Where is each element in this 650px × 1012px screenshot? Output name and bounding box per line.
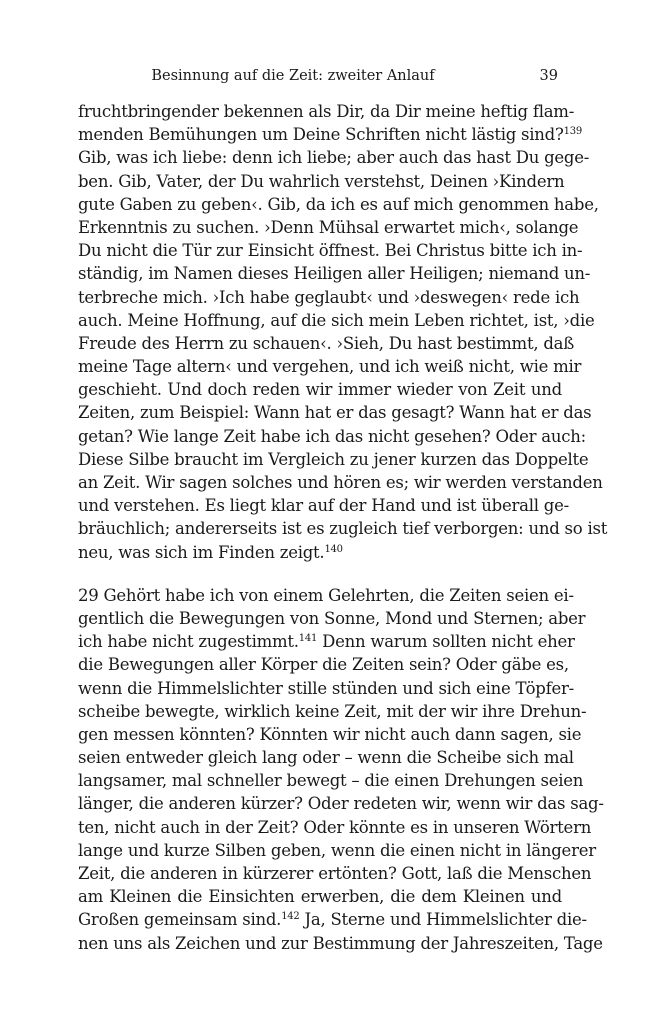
text-line <box>78 193 599 216</box>
running-title: Besinnung auf die Zeit: zweiter Anlauf <box>151 68 435 84</box>
text-line <box>78 448 589 471</box>
text-line <box>78 471 603 494</box>
line-text: ten, nicht auch in der Zeit? Oder könnte es in unseren Wörtern <box>78 817 592 837</box>
paragraph-1 <box>78 100 608 564</box>
line-text: Erkenntnis zu suchen. ›Denn Mühsal erwartet mich‹, solange <box>78 217 579 237</box>
line-text: länger, die anderen kürzer? Oder redeten wir, wenn wir das sag- <box>78 794 604 814</box>
line-text: geschieht. Und doch reden wir immer wieder von Zeit und <box>78 380 562 400</box>
line-text: ben. Gib, Vater, der Du wahrlich verstehst, Deinen ›Kindern <box>78 171 565 191</box>
line-text: neu, was sich im Finden zeigt. <box>78 542 325 562</box>
text-line <box>78 700 587 723</box>
text-line <box>78 425 586 448</box>
line-text-continued: Ja, Sterne und Himmelslichter die- <box>299 910 587 930</box>
text-line <box>78 355 582 378</box>
line-text: seien entweder gleich lang oder – wenn die Scheibe sich mal <box>78 748 574 768</box>
text-line <box>78 239 583 262</box>
body-text <box>78 100 608 955</box>
text-line <box>78 932 603 955</box>
text-line <box>78 100 575 123</box>
text-line <box>78 494 569 517</box>
line-text: terbreche mich. ›Ich habe geglaubt‹ und ›deswegen‹ rede ich <box>78 287 580 307</box>
text-line <box>78 653 569 676</box>
line-text: meine Tage altern‹ und vergehen, und ich weiß nicht, wie mir <box>78 357 582 377</box>
line-text: menden Bemühungen um Deine Schriften nicht lästig sind? <box>78 125 564 145</box>
footnote-marker: 141 <box>298 633 318 645</box>
line-text: ich habe nicht zugestimmt. <box>78 632 299 652</box>
line-text: Zeit, die anderen in kürzerer ertönten? Gott, laß die Menschen <box>78 864 592 883</box>
line-text: und verstehen. Es liegt klar auf der Hand und ist überall ge- <box>78 496 569 516</box>
line-text: Freude des Herrn zu schauen‹. ›Sieh, Du hast bestimmt, daß <box>78 333 574 353</box>
text-line <box>78 401 592 424</box>
footnote-marker: 142 <box>281 911 300 923</box>
text-line <box>78 262 591 285</box>
line-text: gute Gaben zu geben‹. Gib, da ich es auf mich genommen habe, <box>78 194 599 214</box>
line-text-continued: Denn warum sollten nicht eher <box>317 632 575 652</box>
line-text: gen messen könnten? Könnten wir nicht auch dann sagen, sie <box>78 724 582 744</box>
line-text: Gib, was ich liebe: denn ich liebe; aber auch das hast Du gege- <box>78 148 590 168</box>
text-line <box>78 677 574 700</box>
line-text: Du nicht die Tür zur Einsicht öffnest. Bei Christus bitte ich in- <box>78 241 583 261</box>
paragraph-2 <box>78 584 604 955</box>
text-line <box>78 862 592 885</box>
text-line <box>78 769 584 792</box>
line-text: Großen gemeinsam sind. <box>78 910 282 930</box>
line-text: am Kleinen die Einsichten erwerben, die dem Kleinen und <box>78 887 562 907</box>
page-number: 39 <box>539 68 558 84</box>
text-line <box>78 216 579 239</box>
text-line <box>78 723 582 746</box>
text-line <box>78 309 595 332</box>
text-line <box>78 792 604 815</box>
text-line <box>78 816 592 839</box>
running-head <box>78 66 558 86</box>
text-line <box>78 517 608 540</box>
line-text: Diese Silbe braucht im Vergleich zu jener kurzen das Doppelte <box>78 449 589 469</box>
text-line <box>78 607 586 630</box>
text-line <box>78 885 562 908</box>
text-line <box>78 123 582 146</box>
line-text: lange und kurze Silben geben, wenn die einen nicht in längerer <box>78 840 596 860</box>
footnote-marker: 140 <box>324 543 343 555</box>
line-text: nen uns als Zeichen und zur Bestimmung der Jahreszeiten, Tage <box>78 933 603 953</box>
line-text: scheibe bewegte, wirklich keine Zeit, mit der wir ihre Drehun- <box>78 701 587 721</box>
line-text: Zeiten, zum Beispiel: Wann hat er das gesagt? Wann hat er das <box>78 403 592 423</box>
text-line <box>78 146 590 169</box>
line-text: bräuchlich; andererseits ist es zugleich tief verborgen: und so ist <box>78 519 608 539</box>
line-text: an Zeit. Wir sagen solches und hören es; wir werden verstanden <box>78 473 603 492</box>
line-text: die Bewegungen aller Körper die Zeiten sein? Oder gäbe es, <box>78 655 569 675</box>
line-text: wenn die Himmelslichter stille stünden und sich eine Töpfer- <box>78 678 574 698</box>
text-line <box>78 332 574 355</box>
line-text: getan? Wie lange Zeit habe ich das nicht gesehen? Oder auch: <box>78 426 586 446</box>
text-line <box>78 286 580 309</box>
text-line <box>78 630 575 653</box>
text-line <box>78 839 596 862</box>
line-text: auch. Meine Hoffnung, auf die sich mein Leben richtet, ist, ›die <box>78 310 595 330</box>
line-text: langsamer, mal schneller bewegt – die einen Drehungen seien <box>78 771 584 791</box>
line-text: gentlich die Bewegungen von Sonne, Mond und Sternen; aber <box>78 608 586 628</box>
text-line <box>78 378 562 401</box>
line-text: 29 Gehört habe ich von einem Gelehrten, die Zeiten seien ei- <box>78 585 574 605</box>
line-text: fruchtbringender bekennen als Dir, da Dir meine heftig flam- <box>78 102 575 121</box>
text-line <box>78 170 565 193</box>
text-line <box>78 584 574 607</box>
text-line <box>78 541 562 564</box>
text-line <box>78 908 587 931</box>
footnote-marker: 139 <box>563 126 582 138</box>
text-line <box>78 746 574 769</box>
paragraph-gap <box>78 564 562 584</box>
line-text: ständig, im Namen dieses Heiligen aller Heiligen; niemand un- <box>78 264 591 284</box>
